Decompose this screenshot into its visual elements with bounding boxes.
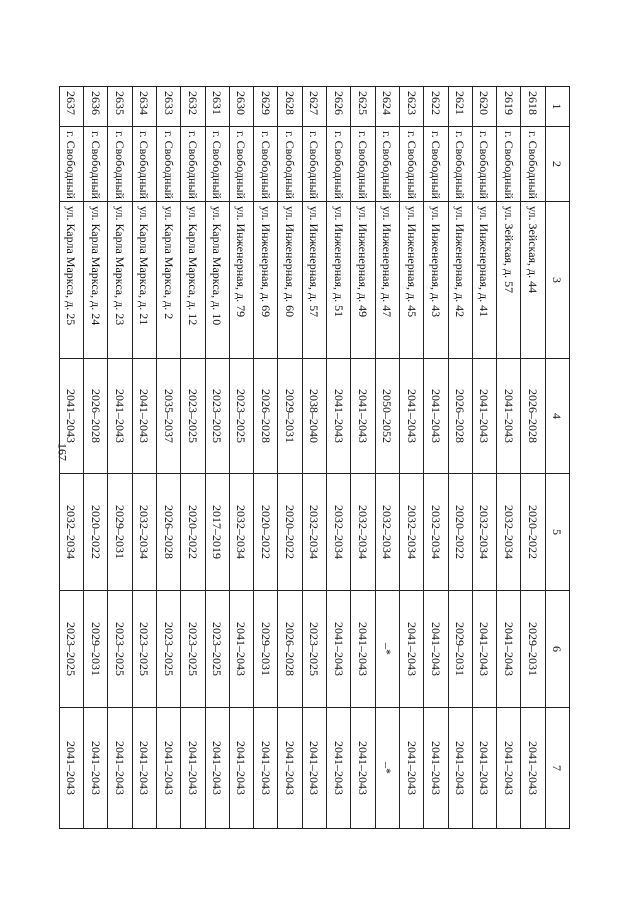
- period-col6-cell: 2023–2025: [156, 591, 180, 708]
- row-number-cell: 2633: [156, 87, 180, 127]
- period-col6-cell: 2041–2043: [424, 591, 448, 708]
- row-number-cell: 2626: [327, 87, 351, 127]
- table-row: [497, 87, 521, 829]
- column-header-1: 1: [545, 87, 569, 127]
- period-col5-cell: 2032–2034: [229, 474, 253, 591]
- table-row: [521, 87, 545, 829]
- city-cell: г. Свободный: [472, 127, 496, 202]
- period-col4-cell: 2041–2043: [351, 359, 375, 474]
- period-col4-cell: 2023–2025: [181, 359, 205, 474]
- period-col6-cell: 2029–2031: [254, 591, 278, 708]
- period-col4-cell: 2041–2043: [108, 359, 132, 474]
- address-cell: ул. Карла Маркса, д. 21: [132, 202, 156, 359]
- period-col4-cell: 2041–2043: [132, 359, 156, 474]
- city-cell: г. Свободный: [521, 127, 545, 202]
- table-row: [254, 87, 278, 829]
- city-cell: г. Свободный: [108, 127, 132, 202]
- period-col4-cell: 2026–2028: [254, 359, 278, 474]
- column-header-4: 4: [545, 359, 569, 474]
- address-cell: ул. Карла Маркса, д. 2: [156, 202, 180, 359]
- period-col6-cell: 2041–2043: [472, 591, 496, 708]
- row-number-cell: 2631: [205, 87, 229, 127]
- period-col4-cell: 2023–2025: [229, 359, 253, 474]
- table-row: [278, 87, 302, 829]
- period-col5-cell: 2032–2034: [375, 474, 399, 591]
- city-cell: г. Свободный: [84, 127, 108, 202]
- row-number-cell: 2629: [254, 87, 278, 127]
- period-col4-cell: 2041–2043: [497, 359, 521, 474]
- table-row: [351, 87, 375, 829]
- table-row: [84, 87, 108, 829]
- period-col6-cell: 2023–2025: [302, 591, 326, 708]
- period-col6-cell: 2041–2043: [229, 591, 253, 708]
- column-header-6: 6: [545, 591, 569, 708]
- period-col5-cell: 2032–2034: [351, 474, 375, 591]
- address-cell: ул. Инженерная, д. 69: [254, 202, 278, 359]
- city-cell: г. Свободный: [424, 127, 448, 202]
- period-col7-cell: –*: [375, 708, 399, 829]
- row-number-cell: 2624: [375, 87, 399, 127]
- row-number-cell: 2622: [424, 87, 448, 127]
- address-cell: ул. Карла Маркса, д. 12: [181, 202, 205, 359]
- period-col7-cell: 2041–2043: [351, 708, 375, 829]
- period-col6-cell: 2029–2031: [448, 591, 472, 708]
- column-header-2: 2: [545, 127, 569, 202]
- table-row: [59, 87, 83, 829]
- table-row: [399, 87, 423, 829]
- period-col5-cell: 2032–2034: [59, 474, 83, 591]
- city-cell: г. Свободный: [278, 127, 302, 202]
- city-cell: г. Свободный: [205, 127, 229, 202]
- period-col5-cell: 2032–2034: [327, 474, 351, 591]
- period-col4-cell: 2035–2037: [156, 359, 180, 474]
- address-cell: ул. Карла Маркса, д. 24: [84, 202, 108, 359]
- period-col6-cell: 2023–2025: [108, 591, 132, 708]
- period-col7-cell: 2041–2043: [448, 708, 472, 829]
- table-row: [375, 87, 399, 829]
- period-col6-cell: –*: [375, 591, 399, 708]
- period-col5-cell: 2020–2022: [448, 474, 472, 591]
- table-row: [156, 87, 180, 829]
- row-number-cell: 2634: [132, 87, 156, 127]
- table-row: [302, 87, 326, 829]
- city-cell: г. Свободный: [132, 127, 156, 202]
- address-cell: ул. Зейская, д. 57: [497, 202, 521, 359]
- row-number-cell: 2632: [181, 87, 205, 127]
- table-row: [229, 87, 253, 829]
- period-col4-cell: 2041–2043: [59, 359, 83, 474]
- city-cell: г. Свободный: [399, 127, 423, 202]
- period-col4-cell: 2038–2040: [302, 359, 326, 474]
- period-col7-cell: 2041–2043: [59, 708, 83, 829]
- city-cell: г. Свободный: [327, 127, 351, 202]
- city-cell: г. Свободный: [254, 127, 278, 202]
- period-col7-cell: 2041–2043: [205, 708, 229, 829]
- column-header-5: 5: [545, 474, 569, 591]
- column-header-7: 7: [545, 708, 569, 829]
- period-col4-cell: 2026–2028: [84, 359, 108, 474]
- table-row: [327, 87, 351, 829]
- city-cell: г. Свободный: [59, 127, 83, 202]
- period-col5-cell: 2026–2028: [156, 474, 180, 591]
- address-cell: ул. Инженерная, д. 57: [302, 202, 326, 359]
- period-col5-cell: 2032–2034: [424, 474, 448, 591]
- row-number-cell: 2623: [399, 87, 423, 127]
- address-cell: ул. Инженерная, д. 43: [424, 202, 448, 359]
- city-cell: г. Свободный: [448, 127, 472, 202]
- period-col5-cell: 2017–2019: [205, 474, 229, 591]
- row-number-cell: 2625: [351, 87, 375, 127]
- period-col7-cell: 2041–2043: [399, 708, 423, 829]
- period-col6-cell: 2023–2025: [132, 591, 156, 708]
- period-col6-cell: 2023–2025: [59, 591, 83, 708]
- row-number-cell: 2620: [472, 87, 496, 127]
- address-cell: ул. Инженерная, д. 79: [229, 202, 253, 359]
- table-container: [64, 86, 570, 828]
- address-cell: ул. Инженерная, д. 47: [375, 202, 399, 359]
- row-number-cell: 2637: [59, 87, 83, 127]
- table-row: [108, 87, 132, 829]
- address-cell: ул. Карла Маркса, д. 23: [108, 202, 132, 359]
- period-col7-cell: 2041–2043: [521, 708, 545, 829]
- period-col4-cell: 2041–2043: [424, 359, 448, 474]
- address-cell: ул. Инженерная, д. 41: [472, 202, 496, 359]
- header-row: [545, 87, 569, 829]
- row-number-cell: 2635: [108, 87, 132, 127]
- period-col7-cell: 2041–2043: [327, 708, 351, 829]
- period-col6-cell: 2041–2043: [497, 591, 521, 708]
- period-col4-cell: 2041–2043: [472, 359, 496, 474]
- period-col7-cell: 2041–2043: [229, 708, 253, 829]
- period-col5-cell: 2020–2022: [278, 474, 302, 591]
- address-cell: ул. Карла Маркса, д. 10: [205, 202, 229, 359]
- period-col6-cell: 2029–2031: [521, 591, 545, 708]
- period-col5-cell: 2020–2022: [254, 474, 278, 591]
- row-number-cell: 2618: [521, 87, 545, 127]
- period-col7-cell: 2041–2043: [497, 708, 521, 829]
- row-number-cell: 2621: [448, 87, 472, 127]
- city-cell: г. Свободный: [156, 127, 180, 202]
- period-col4-cell: 2029–2031: [278, 359, 302, 474]
- period-col6-cell: 2026–2028: [278, 591, 302, 708]
- city-cell: г. Свободный: [351, 127, 375, 202]
- page-number: 167: [55, 443, 70, 461]
- period-col5-cell: 2032–2034: [472, 474, 496, 591]
- row-number-cell: 2636: [84, 87, 108, 127]
- row-number-cell: 2630: [229, 87, 253, 127]
- period-col7-cell: 2041–2043: [278, 708, 302, 829]
- city-cell: г. Свободный: [497, 127, 521, 202]
- data-table: [59, 86, 570, 829]
- period-col4-cell: 2041–2043: [399, 359, 423, 474]
- city-cell: г. Свободный: [375, 127, 399, 202]
- row-number-cell: 2627: [302, 87, 326, 127]
- period-col7-cell: 2041–2043: [181, 708, 205, 829]
- period-col5-cell: 2020–2022: [181, 474, 205, 591]
- column-header-3: 3: [545, 202, 569, 359]
- period-col4-cell: 2026–2028: [448, 359, 472, 474]
- period-col7-cell: 2041–2043: [156, 708, 180, 829]
- period-col5-cell: 2032–2034: [497, 474, 521, 591]
- period-col7-cell: 2041–2043: [254, 708, 278, 829]
- address-cell: ул. Инженерная, д. 45: [399, 202, 423, 359]
- period-col6-cell: 2023–2025: [205, 591, 229, 708]
- address-cell: ул. Инженерная, д. 51: [327, 202, 351, 359]
- address-cell: ул. Карла Маркса, д. 25: [59, 202, 83, 359]
- period-col7-cell: 2041–2043: [302, 708, 326, 829]
- table-row: [181, 87, 205, 829]
- period-col5-cell: 2032–2034: [132, 474, 156, 591]
- table-body: [59, 87, 545, 829]
- period-col6-cell: 2029–2031: [84, 591, 108, 708]
- city-cell: г. Свободный: [181, 127, 205, 202]
- city-cell: г. Свободный: [229, 127, 253, 202]
- city-cell: г. Свободный: [302, 127, 326, 202]
- period-col5-cell: 2020–2022: [84, 474, 108, 591]
- row-number-cell: 2619: [497, 87, 521, 127]
- period-col7-cell: 2041–2043: [132, 708, 156, 829]
- period-col6-cell: 2041–2043: [327, 591, 351, 708]
- address-cell: ул. Зейская, д. 44: [521, 202, 545, 359]
- table-row: [205, 87, 229, 829]
- table-row: [472, 87, 496, 829]
- row-number-cell: 2628: [278, 87, 302, 127]
- period-col7-cell: 2041–2043: [108, 708, 132, 829]
- period-col7-cell: 2041–2043: [84, 708, 108, 829]
- address-cell: ул. Инженерная, д. 42: [448, 202, 472, 359]
- period-col4-cell: 2026–2028: [521, 359, 545, 474]
- period-col6-cell: 2041–2043: [399, 591, 423, 708]
- period-col5-cell: 2032–2034: [302, 474, 326, 591]
- period-col6-cell: 2023–2025: [181, 591, 205, 708]
- table-row: [424, 87, 448, 829]
- period-col7-cell: 2041–2043: [424, 708, 448, 829]
- period-col6-cell: 2041–2043: [351, 591, 375, 708]
- period-col5-cell: 2020–2022: [521, 474, 545, 591]
- address-cell: ул. Инженерная, д. 49: [351, 202, 375, 359]
- period-col5-cell: 2032–2034: [399, 474, 423, 591]
- period-col4-cell: 2041–2043: [327, 359, 351, 474]
- table-row: [448, 87, 472, 829]
- period-col7-cell: 2041–2043: [472, 708, 496, 829]
- table-row: [132, 87, 156, 829]
- period-col4-cell: 2023–2025: [205, 359, 229, 474]
- period-col5-cell: 2029–2031: [108, 474, 132, 591]
- address-cell: ул. Инженерная, д. 60: [278, 202, 302, 359]
- period-col4-cell: 2050–2052: [375, 359, 399, 474]
